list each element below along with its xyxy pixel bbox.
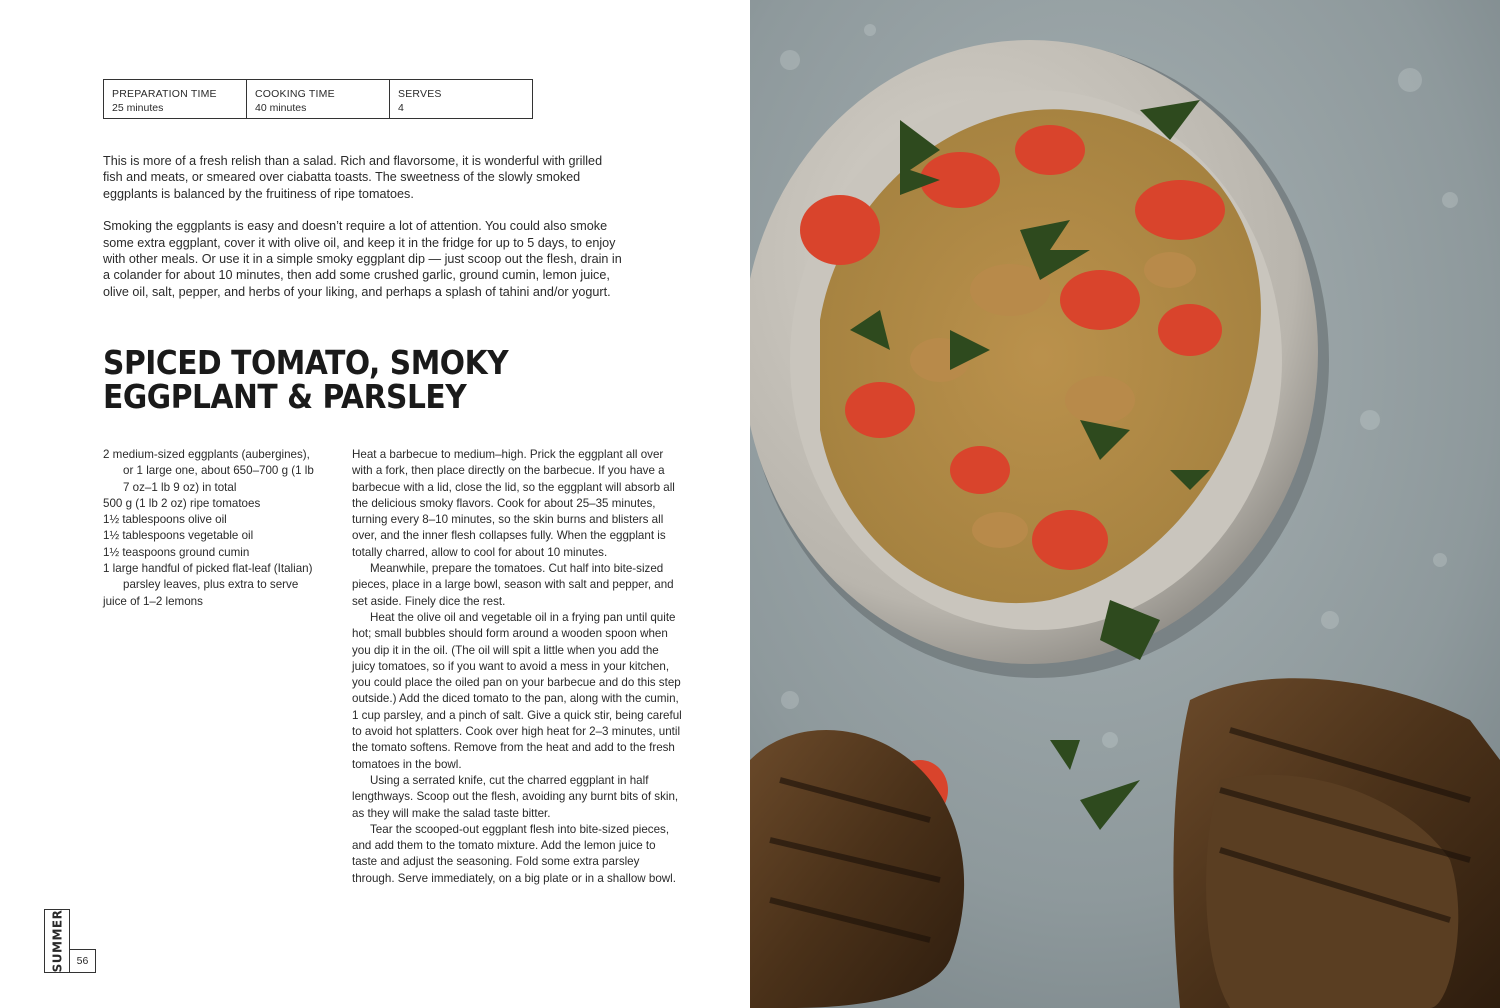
prep-time-cell: [104, 80, 247, 118]
page-number: 56: [70, 949, 96, 973]
ingredient-item: 1 large handful of picked flat-leaf (Italian) parsley leaves, plus extra to serve: [103, 562, 313, 592]
ingredient-item: 2 medium-sized eggplants (aubergines), or 1 large one, about 650–700 g (1 lb 7 oz–1 lb 9 oz) in total: [103, 448, 314, 494]
cooking-time-cell: [247, 80, 390, 118]
method-step: Tear the scooped-out eggplant flesh into bite-sized pieces, and add them to the tomato mixture. Add the lemon juice to taste and adjust the seasoning. Fold some extra parsley through. Serve immediately, on a big plate or in a shallow bowl.: [352, 822, 676, 885]
serves-label: SERVES: [398, 88, 442, 100]
food-photo: [750, 0, 1500, 1008]
method-step: Meanwhile, prepare the tomatoes. Cut half into bite-sized pieces, place in a large bowl, season with salt and pepper, and set aside. Finely dice the rest.: [352, 562, 674, 608]
cooking-time-value: 40 minutes: [255, 102, 307, 114]
recipe-info-box: [103, 79, 533, 119]
serves-value: 4: [398, 102, 404, 114]
serves-cell: [390, 80, 532, 118]
intro-paragraph: This is more of a fresh relish than a salad. Rich and flavorsome, it is wonderful with grilled fish and meats, or smeared over ciabatta toasts. The sweetness of the slowly smoked eggplants is balanced by the fruitiness of ripe tomatoes.: [103, 154, 603, 201]
ingredient-item: 500 g (1 lb 2 oz) ripe tomatoes: [103, 496, 261, 510]
cooking-time-label: COOKING TIME: [255, 88, 335, 100]
ingredients-list: [103, 447, 323, 610]
recipe-title: SPICED TOMATO, SMOKY EGGPLANT & PARSLEY: [103, 343, 509, 416]
intro-paragraph: Smoking the eggplants is easy and doesn’t require a lot of attention. You could also smoke some extra eggplant, cover it with olive oil, and keep it in the fridge for up to 5 days, to enjoy with other meals. Or use it in a simple smoky eggplant dip — just scoop out the flesh, drain in a colander for about 10 minutes, then add some crushed garlic, ground cumin, lemon juice, olive oil, salt, pepper, and herbs of your liking, and perhaps a splash of tahini and/or yogurt.: [103, 219, 622, 299]
method-step: Heat the olive oil and vegetable oil in a frying pan until quite hot; small bubbles should form around a wooden spoon when you dip it in the oil. (The oil will spit a little when you add the juicy tomatoes, so if you want to avoid a mess in your kitchen, you could place the oiled pan on your barbecue and do this step outside.) Add the diced tomato to the pan, along with the cumin, 1 cup parsley, and a pinch of salt. Give a quick stir, being careful to avoid hot splatters. Cook over high heat for 2–3 minutes, until the tomato softens. Remove from the heat and add to the fresh tomatoes in the bowl.: [352, 610, 682, 771]
prep-time-label: PREPARATION TIME: [112, 88, 217, 100]
section-tab: [44, 909, 70, 973]
prep-time-value: 25 minutes: [112, 102, 164, 114]
method-step: Heat a barbecue to medium–high. Prick the eggplant all over with a fork, then place directly on the barbecue. If you have a barbecue with a lid, close the lid, so the eggplant will absorb all the delicious smoky flavors. Cook for about 25–35 minutes, turning every 8–10 minutes, so the skin burns and blisters all over, and the inner flesh collapses fully. When the eggplant is totally charred, allow to cool for about 10 minutes.: [352, 448, 675, 559]
intro-text: [103, 153, 623, 316]
ingredient-item: 1½ tablespoons olive oil: [103, 513, 227, 527]
ingredient-item: 1½ tablespoons vegetable oil: [103, 529, 254, 543]
method-step: Using a serrated knife, cut the charred eggplant in half lengthways. Scoop out the flesh, avoiding any burnt bits of skin, as they will make the salad taste bitter.: [352, 773, 679, 820]
ingredient-item: 1½ teaspoons ground cumin: [103, 545, 250, 559]
method-text: [352, 447, 682, 887]
section-label: SUMMER: [50, 909, 64, 973]
ingredient-item: juice of 1–2 lemons: [103, 594, 203, 608]
food-photo-page: [750, 0, 1500, 1008]
